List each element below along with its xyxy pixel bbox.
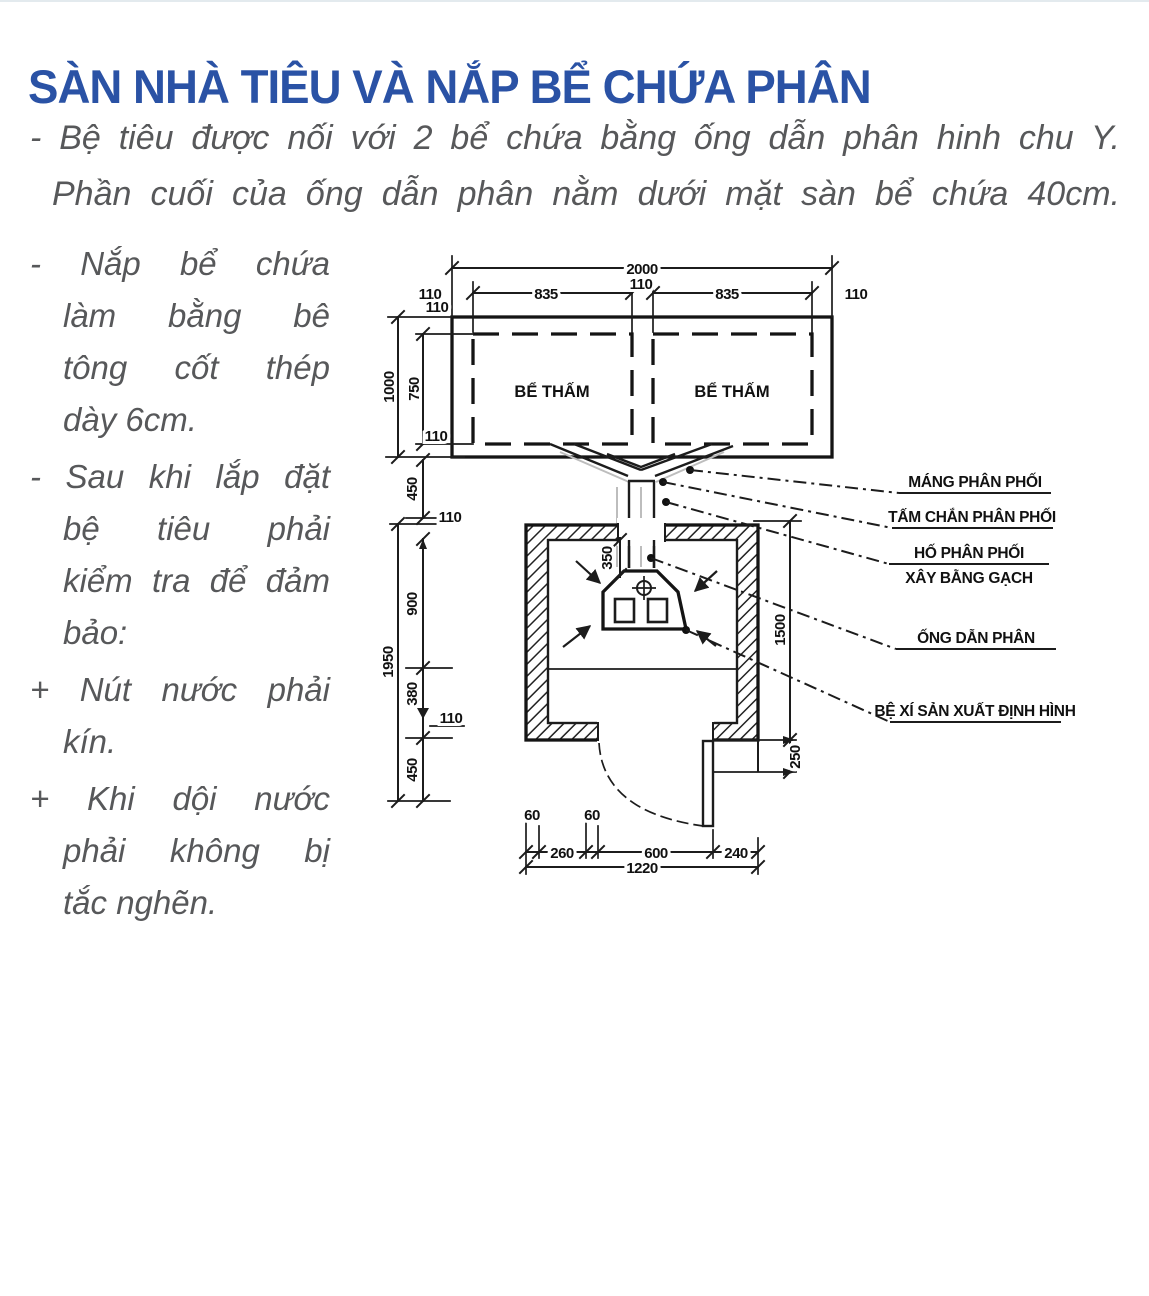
dim-750-label: 750 [406,377,423,401]
intro-line: Phần cuối của ống dẫn phân nằm dưới mặt sàn bể chứa 40cm. [52,175,1120,213]
dim-240-label: 240 [724,845,748,862]
door-swing [599,741,713,826]
dim-60-label: 60 [584,807,600,824]
distribution-pipes [550,444,733,568]
callout-labels [647,466,1076,722]
dim-250-label: 250 [787,745,804,769]
dim-110-label: 110 [424,428,448,445]
dim-835-right-label: 835 [715,286,739,303]
callout-tam-chan-phan-phoi: TẤM CHẮN PHÂN PHỐI [888,509,1056,526]
tank-plan [452,317,832,457]
bullet-line: kiểm tra để đảm [63,562,330,599]
soak-pit-left-label: BỂ THẤM [514,383,590,401]
door-opening [597,720,714,744]
page-title: SÀN NHÀ TIÊU VÀ NẮP BỂ CHỨA PHÂN [28,60,871,114]
bullet-line: bệ tiêu phải [63,510,330,547]
callout-xay-bang-gach: XÂY BẰNG GẠCH [905,570,1033,587]
bullet-line: kín. [63,723,117,760]
dim-450-label: 450 [404,758,421,782]
dim-60-label: 60 [524,807,540,824]
door-swing-arc [599,743,703,826]
dim-1500-label: 1500 [772,614,789,646]
bullet-line: + Khi dội nước [30,780,330,817]
dim-110-label: 110 [844,286,868,303]
dim-110-label: 110 [629,276,653,293]
dim-350-label: 350 [599,546,616,570]
callout-ho-phan-phoi: HỐ PHÂN PHỐI [913,545,1025,562]
dim-835-left-label: 835 [534,286,558,303]
pipe-wall-opening [617,518,666,546]
dim-450-label: 450 [404,477,421,501]
dim-900-label: 900 [404,592,421,616]
tank-outer-wall [452,317,832,457]
dim-2000-label: 2000 [626,261,658,278]
bullet-line: - Nắp bể chứa [30,245,330,282]
dim-600-label: 600 [644,845,668,862]
door-leaf [703,741,713,826]
bullet-line: tắc nghẽn. [63,884,218,921]
bullet-line: dày 6cm. [63,401,197,438]
room-inner-wall [548,540,737,723]
dim-110-label: 110 [425,299,449,316]
bullet-line: phải không bị [63,832,330,869]
bullet-line: làm bằng bê [63,297,330,334]
foot-rest-left [615,599,634,622]
callout-be-xi: BỆ XÍ SẢN XUẤT ĐỊNH HÌNH [874,703,1076,720]
dim-1220-label: 1220 [626,860,658,877]
dim-110-label: 110 [439,710,463,727]
callout-ong-dan-phan: ỐNG DẪN PHÂN [917,630,1035,647]
bullet-line: - Sau khi lắp đặt [30,458,330,495]
intro-line: - Bệ tiêu được nối với 2 bể chứa bằng ống dẫn phân hinh chu Y. [30,119,1120,157]
dim-1000-label: 1000 [381,371,398,403]
dim-260-label: 260 [550,845,574,862]
dim-110-label: 110 [418,286,442,303]
soak-pit-right-label: BỂ THẤM [694,383,770,401]
bullet-line: bảo: [63,614,128,651]
foot-rest-right [648,599,667,622]
dim-110-label: 110 [438,509,462,526]
bullet-line: tông cốt thép [63,349,330,386]
bullet-line: + Nút nước phải [30,671,330,708]
dim-1950-label: 1950 [380,646,397,678]
callout-mang-phan-phoi: MÁNG PHÂN PHỐI [908,474,1042,491]
dim-380-label: 380 [404,682,421,706]
leader-line [690,470,899,493]
